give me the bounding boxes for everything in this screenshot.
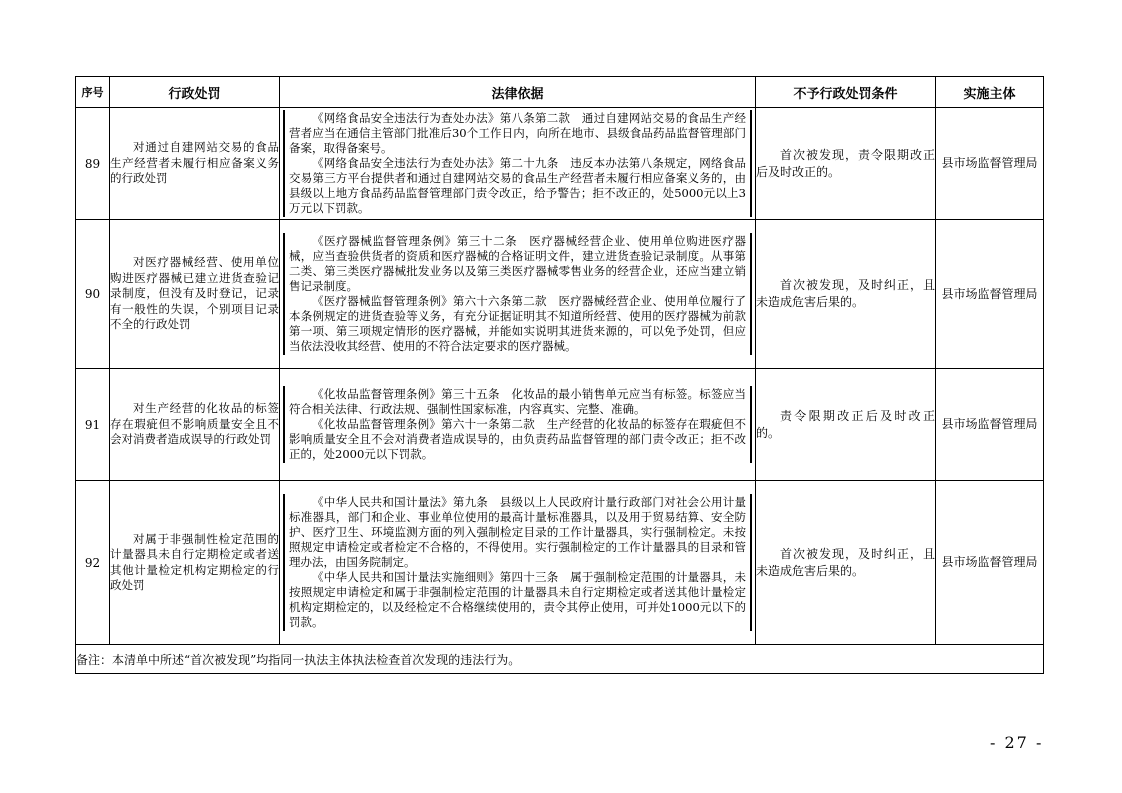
legal-clause: 《中华人民共和国计量法》第九条 县级以上人民政府计量行政部门对社会公用计量标准器具，部门和企业、事业单位使用的最高计量标准器具，以及用于贸易结算、安全防护、医疗卫生、环境监测方面的列入强制检定目录的工作计量器具，实行强制检定。未按照规定申请检定或者检定不合格的，不得使用。实行强制检定的工作计量器具的目录和管理办法，由国务院制定。 bbox=[289, 495, 746, 569]
legal-clause: 《医疗器械监督管理条例》第三十二条 医疗器械经营企业、使用单位购进医疗器械，应当查验供货者的资质和医疗器械的合格证明文件，建立进货查验记录制度。从事第二类、第三类医疗器械批发业务以及第三类医疗器械零售业务的经营企业，还应当建立销售记录制度。 bbox=[289, 234, 746, 293]
row-condition bbox=[756, 369, 936, 481]
page-number: - 27 - bbox=[990, 733, 1044, 752]
row-legal-basis bbox=[280, 369, 756, 481]
note-row bbox=[76, 645, 1044, 674]
penalty-text: 对医疗器械经营、使用单位购进医疗器械已建立进货查验记录制度，但没有及时登记，记录有一般性的失误，个别项目记录不全的行政处罚 bbox=[110, 255, 279, 332]
header-penalty: 行政处罚 bbox=[110, 77, 280, 108]
row-penalty bbox=[110, 220, 280, 369]
table-header-row bbox=[76, 77, 1044, 108]
row-penalty bbox=[110, 481, 280, 645]
row-legal-basis bbox=[280, 220, 756, 369]
legal-clause: 《医疗器械监督管理条例》第六十六条第二款 医疗器械经营企业、使用单位履行了本条例规定的进货查验等义务，有充分证据证明其不知道所经营、使用的医疗器械为前款第一项、第三项规定情形的医疗器械，并能如实说明其进货来源的，可以免予处罚，但应当依法没收其经营、使用的不符合法定要求的医疗器械。 bbox=[289, 294, 746, 353]
condition-text: 首次被发现，责令限期改正后及时改正的。 bbox=[756, 147, 935, 179]
penalty-text: 对通过自建网站交易的食品生产经营者未履行相应备案义务的行政处罚 bbox=[110, 140, 279, 186]
header-legal-basis: 法律依据 bbox=[280, 77, 756, 108]
condition-text: 首次被发现，及时纠正，且未造成危害后果的。 bbox=[756, 278, 935, 309]
row-penalty bbox=[110, 108, 280, 220]
header-implementing-body: 实施主体 bbox=[936, 77, 1044, 108]
row-seq: 92 bbox=[76, 481, 110, 645]
row-condition bbox=[756, 220, 936, 369]
row-condition bbox=[756, 108, 936, 220]
row-legal-basis bbox=[280, 481, 756, 645]
condition-text: 责令限期改正后及时改正的。 bbox=[756, 408, 935, 440]
row-condition bbox=[756, 481, 936, 645]
row-body: 县市场监督管理局 bbox=[936, 220, 1044, 369]
penalty-text: 对属于非强制性检定范围的计量器具未自行定期检定或者送其他计量检定机构定期检定的行政处罚 bbox=[110, 531, 279, 592]
penalty-table bbox=[75, 76, 1044, 674]
table-row bbox=[76, 369, 1044, 481]
row-seq: 90 bbox=[76, 220, 110, 369]
legal-clause: 《网络食品安全违法行为查处办法》第八条第二款 通过自建网站交易的食品生产经营者应当在通信主管部门批准后30个工作日内，向所在地市、县级食品药品监督管理部门备案，取得备案号。 bbox=[289, 111, 746, 155]
legal-clause: 《化妆品监督管理条例》第六十一条第二款 生产经营的化妆品的标签存在瑕疵但不影响质量安全且不会对消费者造成误导的，由负责药品监督管理的部门责令改正；拒不改正的，处2000元以下罚款。 bbox=[289, 417, 746, 461]
row-seq: 91 bbox=[76, 369, 110, 481]
legal-clause: 《网络食品安全违法行为查处办法》第二十九条 违反本办法第八条规定，网络食品交易第三方平台提供者和通过自建网站交易的食品生产经营者未履行相应备案义务的，由县级以上地方食品药品监督管理部门责令改正，给予警告；拒不改正的，处5000元以上3万元以下罚款。 bbox=[289, 156, 746, 215]
table-row bbox=[76, 108, 1044, 220]
row-body: 县市场监督管理局 bbox=[936, 369, 1044, 481]
row-seq: 89 bbox=[76, 108, 110, 220]
header-no-penalty-condition: 不予行政处罚条件 bbox=[756, 77, 936, 108]
row-legal-basis bbox=[280, 108, 756, 220]
row-body: 县市场监督管理局 bbox=[936, 481, 1044, 645]
row-body: 县市场监督管理局 bbox=[936, 108, 1044, 220]
penalty-text: 对生产经营的化妆品的标签存在瑕疵但不影响质量安全且不会对消费者造成误导的行政处罚 bbox=[110, 401, 279, 447]
table-row bbox=[76, 220, 1044, 369]
condition-text: 首次被发现，及时纠正，且未造成危害后果的。 bbox=[756, 546, 935, 578]
table-row bbox=[76, 481, 1044, 645]
table-note: 备注：本清单中所述“首次被发现”均指同一执法主体执法检查首次发现的违法行为。 bbox=[76, 645, 1044, 674]
row-penalty bbox=[110, 369, 280, 481]
legal-clause: 《中华人民共和国计量法实施细则》第四十三条 属于强制检定范围的计量器具，未按照规定申请检定和属于非强制检定范围的计量器具未自行定期检定或者送其他计量检定机构定期检定的，以及经检定不合格继续使用的，责令其停止使用，可并处1000元以下的罚款。 bbox=[289, 570, 746, 629]
header-seq: 序号 bbox=[76, 77, 110, 108]
legal-clause: 《化妆品监督管理条例》第三十五条 化妆品的最小销售单元应当有标签。标签应当符合相关法律、行政法规、强制性国家标准，内容真实、完整、准确。 bbox=[289, 387, 746, 416]
